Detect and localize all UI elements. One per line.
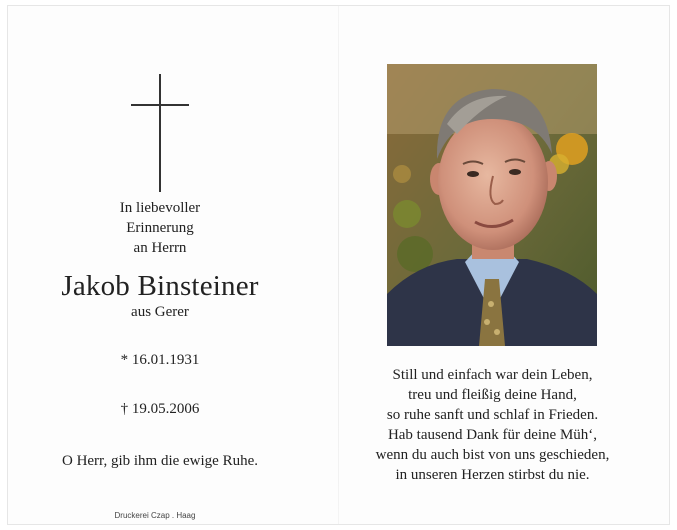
deceased-name: Jakob Binsteiner [61,270,259,302]
poem-line: treu und fleißig deine Hand, [408,387,577,403]
printer-credit: Druckerei Czap . Haag [114,511,196,520]
card-fold [338,6,339,524]
intro-line: In liebevoller [119,200,201,216]
birth-date: * 16.01.1931 [120,352,200,368]
poem-line: wenn du auch bist von uns geschieden, [375,447,610,463]
poem-line: Hab tausend Dank für deine Müh‘, [387,427,598,443]
intro-line: an Herrn [133,240,187,256]
prayer-text: O Herr, gib ihm die ewige Ruhe. [61,453,259,469]
portrait-photo [387,64,597,346]
intro-line: Erinnerung [126,220,194,236]
poem-line: in unseren Herzen stirbst du nie. [395,467,590,483]
cross-icon [131,74,189,192]
intro-text [40,198,280,258]
poem-line: Still und einfach war dein Leben, [392,367,593,383]
death-date: † 19.05.2006 [120,401,200,417]
origin-text: aus Gerer [131,304,189,320]
poem [345,365,640,485]
poem-line: so ruhe sanft und schlaf in Frieden. [386,407,599,423]
